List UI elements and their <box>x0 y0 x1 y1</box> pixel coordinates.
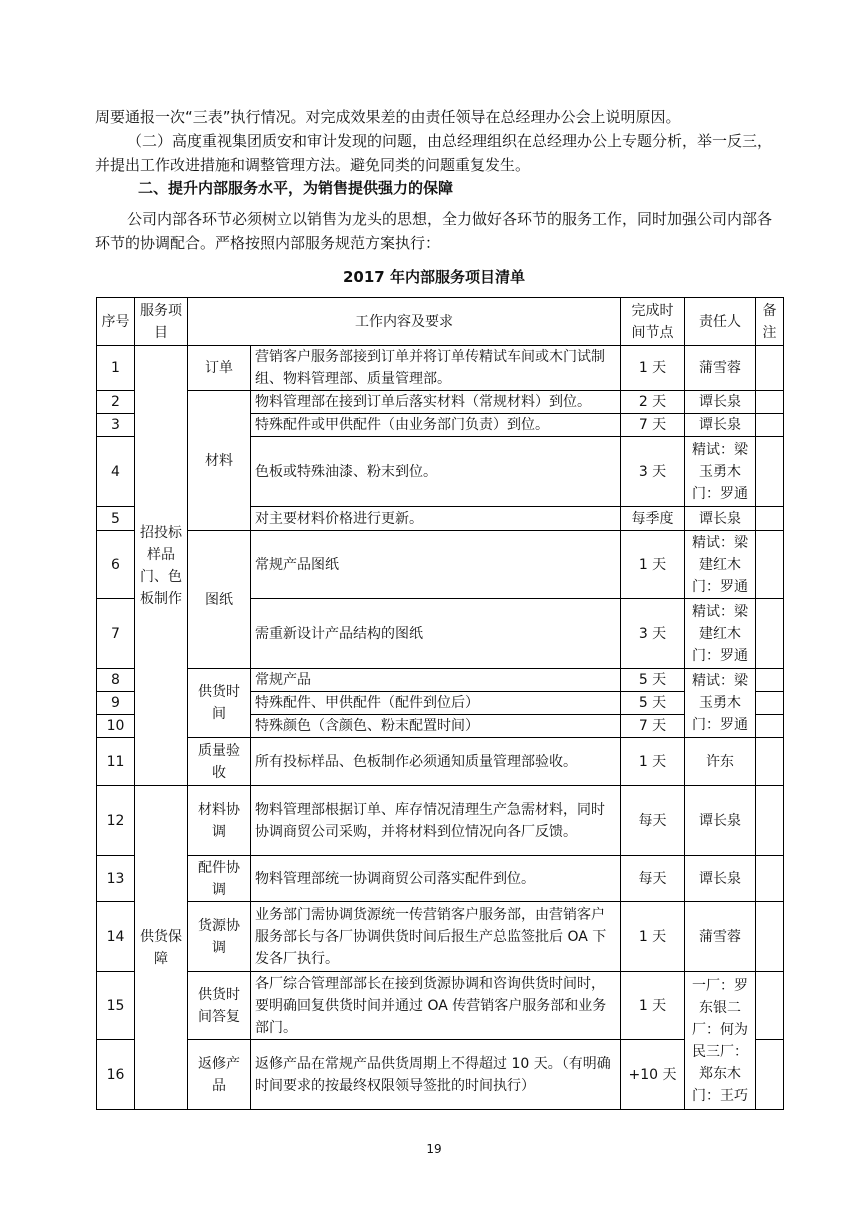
row-note <box>756 692 784 715</box>
row-owner: 谭长泉 <box>685 856 756 902</box>
row-time: 每季度 <box>621 507 685 531</box>
row-note <box>756 669 784 692</box>
row-time: 2 天 <box>621 391 685 414</box>
table-row <box>97 669 784 692</box>
subitem-supply-time: 供货时间 <box>188 669 251 738</box>
row-content: 特殊配件或甲供配件（由业务部门负责）到位。 <box>251 414 621 437</box>
row-note <box>756 738 784 786</box>
row-note <box>756 414 784 437</box>
table-row <box>97 786 784 856</box>
row-seq: 14 <box>97 902 135 972</box>
paragraph-2: （二）高度重视集团质安和审计发现的问题，由总经理组织在总经理办公上专题分析，举一反三，并提出工作改进措施和调整管理方法。避免同类的问题重复发生。 <box>95 132 773 174</box>
row-owner: 蒲雪蓉 <box>685 346 756 391</box>
row-content: 营销客户服务部接到订单并将订单传精试车间或木门试制组、物料管理部、质量管理部。 <box>251 346 621 391</box>
header-content: 工作内容及要求 <box>188 298 621 346</box>
paragraph-3: 公司内部各环节必须树立以销售为龙头的思想，全力做好各环节的服务工作，同时加强公司内部各环节的协调配合。严格按照内部服务规范方案执行： <box>95 210 773 252</box>
row-time: 3 天 <box>621 599 685 669</box>
page-number: 19 <box>426 1142 442 1156</box>
row-owner: 一厂：罗东银二厂：何为民三厂：郑东木门：王巧 <box>685 972 756 1110</box>
row-content: 需重新设计产品结构的图纸 <box>251 599 621 669</box>
row-time: 1 天 <box>621 738 685 786</box>
subitem-parts-coordination: 配件协调 <box>188 856 251 902</box>
row-time: 5 天 <box>621 692 685 715</box>
row-time: 1 天 <box>621 972 685 1040</box>
table-row <box>97 391 784 414</box>
row-seq: 11 <box>97 738 135 786</box>
row-seq: 8 <box>97 669 135 692</box>
header-time: 完成时间节点 <box>621 298 685 346</box>
row-time: 每天 <box>621 856 685 902</box>
row-content: 所有投标样品、色板制作必须通知质量管理部验收。 <box>251 738 621 786</box>
row-note <box>756 902 784 972</box>
row-seq: 6 <box>97 531 135 599</box>
row-content: 返修产品在常规产品供货周期上不得超过 10 天。（有明确时间要求的按最终权限领导签批的时间执行） <box>251 1040 621 1110</box>
table-row <box>97 902 784 972</box>
row-owner: 谭长泉 <box>685 391 756 414</box>
group-supply-guarantee: 供货保障 <box>135 786 188 1110</box>
row-note <box>756 437 784 507</box>
row-content: 业务部门需协调货源统一传营销客户服务部，由营销客户服务部长与各厂协调供货时间后报生产总监签批后 OA 下发各厂执行。 <box>251 902 621 972</box>
subitem-repair: 返修产品 <box>188 1040 251 1110</box>
row-owner: 谭长泉 <box>685 786 756 856</box>
row-note <box>756 786 784 856</box>
row-content: 物料管理部根据订单、库存情况清理生产急需材料，同时协调商贸公司采购，并将材料到位情况向各厂反馈。 <box>251 786 621 856</box>
row-content: 各厂综合管理部部长在接到货源协调和咨询供货时间时，要明确回复供货时间并通过 OA 传营销客户服务部和业务部门。 <box>251 972 621 1040</box>
header-seq: 序号 <box>97 298 135 346</box>
section-heading: 二、提升内部服务水平，为销售提供强力的保障 <box>138 179 454 197</box>
row-time: 1 天 <box>621 346 685 391</box>
group-sample-making: 招投标样品门、色板制作 <box>135 346 188 786</box>
row-owner: 谭长泉 <box>685 507 756 531</box>
row-time: 3 天 <box>621 437 685 507</box>
row-note <box>756 531 784 599</box>
row-content: 对主要材料价格进行更新。 <box>251 507 621 531</box>
row-time: 7 天 <box>621 414 685 437</box>
table-row <box>97 856 784 902</box>
row-seq: 4 <box>97 437 135 507</box>
row-time: +10 天 <box>621 1040 685 1110</box>
row-note <box>756 599 784 669</box>
row-time: 5 天 <box>621 669 685 692</box>
row-seq: 9 <box>97 692 135 715</box>
row-content: 特殊配件、甲供配件（配件到位后） <box>251 692 621 715</box>
row-seq: 7 <box>97 599 135 669</box>
paragraph-1: 周要通报一次“三表”执行情况。对完成效果差的由责任领导在总经理办公会上说明原因。 <box>95 108 681 126</box>
row-note <box>756 507 784 531</box>
subitem-material: 材料 <box>188 391 251 531</box>
table-row <box>97 972 784 1040</box>
row-note <box>756 715 784 738</box>
row-time: 1 天 <box>621 531 685 599</box>
header-item: 服务项目 <box>135 298 188 346</box>
row-seq: 15 <box>97 972 135 1040</box>
subitem-supply-reply: 供货时间答复 <box>188 972 251 1040</box>
header-note: 备注 <box>756 298 784 346</box>
row-seq: 16 <box>97 1040 135 1110</box>
row-note <box>756 856 784 902</box>
row-time: 每天 <box>621 786 685 856</box>
table-row <box>97 531 784 599</box>
row-owner: 精试：梁建红木门：罗通 <box>685 531 756 599</box>
row-owner: 蒲雪蓉 <box>685 902 756 972</box>
row-owner: 精试：梁建红木门：罗通 <box>685 599 756 669</box>
row-seq: 3 <box>97 414 135 437</box>
row-content: 常规产品 <box>251 669 621 692</box>
table-row <box>97 1040 784 1110</box>
row-time: 1 天 <box>621 902 685 972</box>
row-content: 色板或特殊油漆、粉末到位。 <box>251 437 621 507</box>
row-seq: 12 <box>97 786 135 856</box>
subitem-drawing: 图纸 <box>188 531 251 669</box>
row-note <box>756 346 784 391</box>
row-owner: 精试：梁玉勇木门：罗通 <box>685 669 756 738</box>
table-row <box>97 738 784 786</box>
subitem-order: 订单 <box>188 346 251 391</box>
row-content: 特殊颜色（含颜色、粉末配置时间） <box>251 715 621 738</box>
row-seq: 13 <box>97 856 135 902</box>
table-header-row <box>97 298 784 346</box>
table-row <box>97 346 784 391</box>
row-seq: 5 <box>97 507 135 531</box>
row-time: 7 天 <box>621 715 685 738</box>
header-owner: 责任人 <box>685 298 756 346</box>
row-content: 物料管理部统一协调商贸公司落实配件到位。 <box>251 856 621 902</box>
subitem-material-coordination: 材料协调 <box>188 786 251 856</box>
row-note <box>756 972 784 1040</box>
service-items-table <box>96 297 784 1110</box>
row-content: 常规产品图纸 <box>251 531 621 599</box>
row-note <box>756 1040 784 1110</box>
row-seq: 10 <box>97 715 135 738</box>
table-title: 2017 年内部服务项目清单 <box>343 268 525 286</box>
row-owner: 谭长泉 <box>685 414 756 437</box>
row-seq: 2 <box>97 391 135 414</box>
row-seq: 1 <box>97 346 135 391</box>
subitem-quality: 质量验收 <box>188 738 251 786</box>
row-content: 物料管理部在接到订单后落实材料（常规材料）到位。 <box>251 391 621 414</box>
subitem-source-coordination: 货源协调 <box>188 902 251 972</box>
row-owner: 精试：梁玉勇木门：罗通 <box>685 437 756 507</box>
row-note <box>756 391 784 414</box>
row-owner: 许东 <box>685 738 756 786</box>
